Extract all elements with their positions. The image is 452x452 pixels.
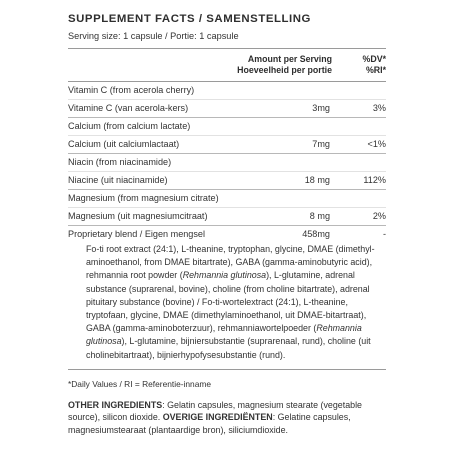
- nutrient-name-en: Calcium (from calcium lactate): [68, 121, 191, 131]
- table-row: [68, 154, 386, 172]
- proprietary-blend: [68, 226, 386, 370]
- nutrient-dv: <1%: [367, 139, 386, 149]
- amount-header: [237, 54, 332, 81]
- nutrient-niacin: [68, 154, 386, 190]
- table-row: [68, 136, 386, 153]
- blend-amount: 458mg: [302, 229, 330, 239]
- blend-dv: -: [382, 229, 386, 239]
- table-row: [68, 118, 386, 136]
- table-row: [68, 208, 386, 225]
- amount-header-nl: Hoeveelheid per portie: [237, 64, 332, 75]
- table-header: [68, 49, 386, 82]
- blend-name: Proprietary blend / Eigen mengsel: [68, 229, 205, 239]
- nutrient-magnesium: [68, 190, 386, 226]
- nutrient-name-nl: Magnesium (uit magnesiumcitraat): [68, 211, 208, 221]
- nutrient-amount: 18 mg: [304, 175, 330, 185]
- nutrient-vitamin-c: [68, 82, 386, 118]
- nutrient-amount: 7mg: [312, 139, 330, 149]
- other-ingredients-text: OTHER INGREDIENTS: Gelatin capsules, magnesium stearate (vegetable source), silicon dioxide. OVERIGE INGREDIËNTEN: Gelatine capsules, magnesiumstearaat (plantaardige bron), siliciumdioxide.: [68, 399, 362, 435]
- table-row: [68, 172, 386, 189]
- nutrient-dv: 112%: [363, 175, 386, 185]
- dv-header-en: %DV*: [362, 54, 386, 64]
- nutrient-name-en: Niacin (from niacinamide): [68, 157, 172, 167]
- daily-value-footnote: *Daily Values / RI = Referentie-inname: [68, 378, 211, 389]
- nutrient-name-en: Magnesium (from magnesium citrate): [68, 193, 219, 203]
- table-row: [68, 82, 386, 100]
- nutrient-name-nl: Calcium (uit calciumlactaat): [68, 139, 180, 149]
- other-ingredients-label-nl: OVERIGE INGREDIËNTEN: [162, 412, 273, 423]
- nutrient-name-nl: Niacine (uit niacinamide): [68, 175, 168, 185]
- nutrient-name-en: Vitamin C (from acerola cherry): [68, 85, 195, 95]
- facts-table: [68, 48, 386, 370]
- other-ingredients-label-en: OTHER INGREDIENTS: [68, 399, 163, 410]
- other-ingredients: [68, 399, 390, 436]
- amount-header-en: Amount per Serving: [247, 54, 332, 64]
- nutrient-dv: 3%: [372, 103, 386, 113]
- dv-header: [332, 54, 386, 81]
- nutrient-name-nl: Vitamine C (van acerola-kers): [68, 103, 189, 113]
- table-row: [68, 100, 386, 117]
- table-row: [68, 226, 386, 243]
- nutrient-amount: 8 mg: [309, 211, 330, 221]
- dv-header-nl: %RI*: [365, 64, 386, 75]
- panel-title: SUPPLEMENT FACTS / SAMENSTELLING: [68, 13, 311, 25]
- nutrient-amount: 3mg: [312, 103, 330, 113]
- blend-ingredients-text: Fo-ti root extract (24:1), L-theanine, tryptophan, glycine, DMAE (dimethyl-aminoethanol, from DMAE bitartrate), GABA (gamma-aminobutyric acid), rehmannia root powder (Rehmannia glutinosa), L-glutamine, adrenal substance (suprarenal, bovine), choline (from choline bitartrate), adrenal pituitary substance (bovine) / Fo-ti-wortelextract (24:1), L-theanine, tryptofaan, glycine, DMAE (dimethylaminoethanol, uit DMAE-bitartraat), GABA (gamma-aminoboterzuur), rehmanniawortelpoeder (Rehmannia glutinosa), L-glutamine, bijniersubstantie (suprarenaal, rund), choline (uit cholinebitartraat), bijnierhypofysesubstantie (rund).: [86, 244, 375, 360]
- serving-size: Serving size: 1 capsule / Portie: 1 capsule: [68, 31, 239, 41]
- blend-ingredients: [68, 243, 386, 362]
- table-row: [68, 190, 386, 208]
- nutrient-dv: 2%: [372, 211, 386, 221]
- nutrient-calcium: [68, 118, 386, 154]
